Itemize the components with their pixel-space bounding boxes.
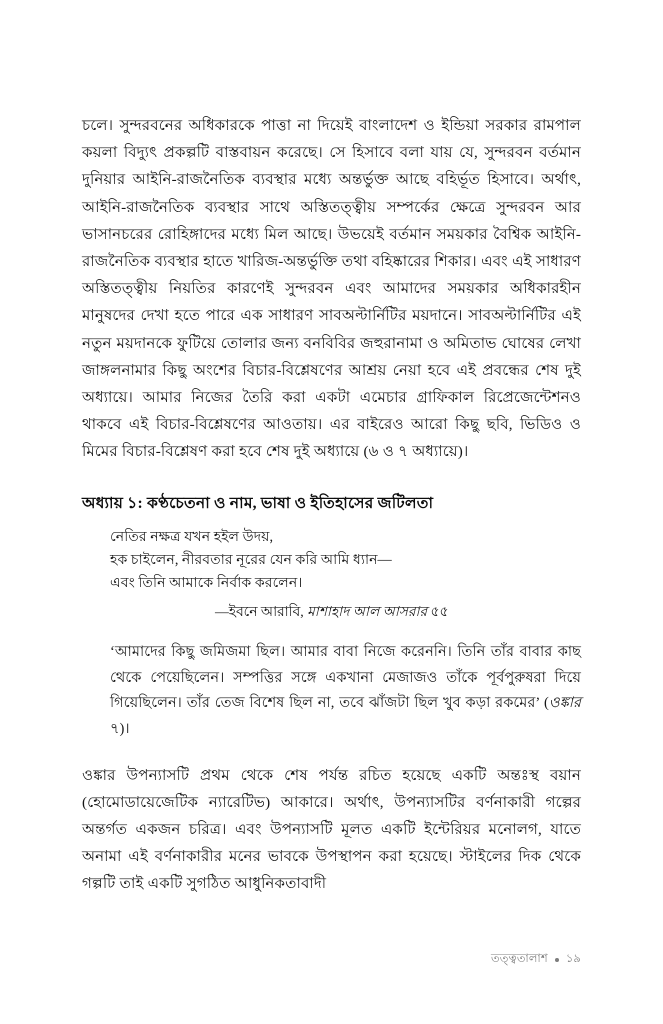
verse-line-2: হক চাইলেন, নীরবতার নূরের যেন করি আমি ধ্যান— [110,552,392,569]
page-number: ১৯ [565,953,581,965]
quote-source-page: ৭)। [110,721,130,738]
verse-spacer [82,623,581,640]
bullet-separator-icon [555,958,559,962]
epigraph-attribution [110,600,581,623]
chapter-heading: অধ্যায় ১: কণ্ঠচেতনা ও নাম, ভাষা ও ইতিহাসের জটিলতা [82,494,434,512]
quote-spacer [82,743,581,763]
body-paragraph-2: ওঙ্কার উপন্যাসটি প্রথম থেকে শেষ পর্যন্ত রচিত হয়েছে একটি অন্তঃস্থ বয়ান (হোমোডায়েজেটিক ন্যারেটিভ) আকারে। অর্থাৎ, উপন্যাসটির বর্ণনাকারী গল্পের অন্তর্গত একজন চরিত্র। এবং উপন্যাসটি মূলত একটি ইন্টেরিয়র মনোলগ, যাতে অনামা এই বর্ণনাকারীর মনের ভাবকে উপস্থাপন করা হয়েছে। স্টাইলের দিক থেকে গল্পটি তাই একটি সুগঠিত আধুনিকতাবাদী [82,767,581,893]
verse-line-1: নেতির নক্ষত্র যখন হইল উদয়, [110,528,274,545]
quote-source-title: ওঙ্কার [548,695,581,712]
quote-text: ‘আমাদের কিছু জমিজমা ছিল। আমার বাবা নিজে করেননি। তিনি তাঁর বাবার কাছ থেকে পেয়েছিলেন। সম্পত্তির সঙ্গে একখানা মেজাজও তাঁকে পূর্বপুরুষরা দিয়ে গিয়েছিলেন। তাঁর তেজ বিশেষ ছিল না, তবে ঝাঁজটা ছিল খুব কড়া রকমের’ ( [110,644,581,712]
page-content [82,113,581,899]
heading-spacer [82,517,581,526]
body-paragraph-1: চলে। সুন্দরবনের অধিকারকে পাত্তা না দিয়েই বাংলাদেশ ও ইন্ডিয়া সরকার রামপাল কয়লা বিদ্যুৎ প্রকল্পটি বাস্তবায়ন করেছে। সে হিসাবে বলা যায় যে, সুন্দরবন বর্তমান দুনিয়ার আইনি-রাজনৈতিক ব্যবস্থার মধ্যে অন্তর্ভুক্ত আছে বহির্ভূত হিসাবে। অর্থাৎ, আইনি-রাজনৈতিক ব্যবস্থার সাথে অস্তিতত্ত্বীয় সম্পর্কের ক্ষেত্রে সুন্দরবন আর ভাসানচরের রোহিঙ্গাদের মধ্যে মিল আছে। উভয়েই বর্তমান সময়কার বৈশ্বিক আইনি-রাজনৈতিক ব্যবস্থার হাতে খারিজ-অন্তর্ভুক্তি তথা বহিষ্কারের শিকার। এবং এই সাধারণ অস্তিতত্ত্বীয় নিয়তির কারণেই সুন্দরবন এবং আমাদের সময়কার অধিকারহীন মানুষদের দেখা হতে পারে এক সাধারণ সাবঅল্টার্নিটির ময়দানে। সাবঅল্টার্নিটির এই নতুন ময়দানকে ফুটিয়ে তোলার জন্য বনবিবির জহুরানামা ও অমিতাভ ঘোষের লেখা জাঙ্গলনামার কিছু অংশের বিচার-বিশ্লেষণের আশ্রয় নেয়া হবে এই প্রবন্ধের শেষ দুই অধ্যায়ে। আমার নিজের তৈরি করা একটা এমেচার গ্রাফিকাল রিপ্রেজেন্টেশনও থাকবে এই বিচার-বিশ্লেষণের আওতায়। এর বাইরেও আরো কিছু ছবি, ভিডিও ও মিমের বিচার-বিশ্লেষণ করা হবে শেষ দুই অধ্যায়ে (৬ ও ৭ অধ্যায়ে)। [82,118,581,461]
verse-line-3: এবং তিনি আমাকে নির্বাক করলেন। [110,575,303,592]
footer-publication-name: তত্ত্বতালাশ [491,953,548,965]
attribution-work-title: মাশাহাদ আল আসরার [307,603,428,619]
attribution-author: —ইবনে আরাবি, [215,603,308,619]
section-spacer [82,467,581,491]
page-footer [491,950,581,969]
attribution-page: ৫৫ [427,603,449,619]
epigraph-verse [110,526,581,624]
block-quote [110,640,581,742]
